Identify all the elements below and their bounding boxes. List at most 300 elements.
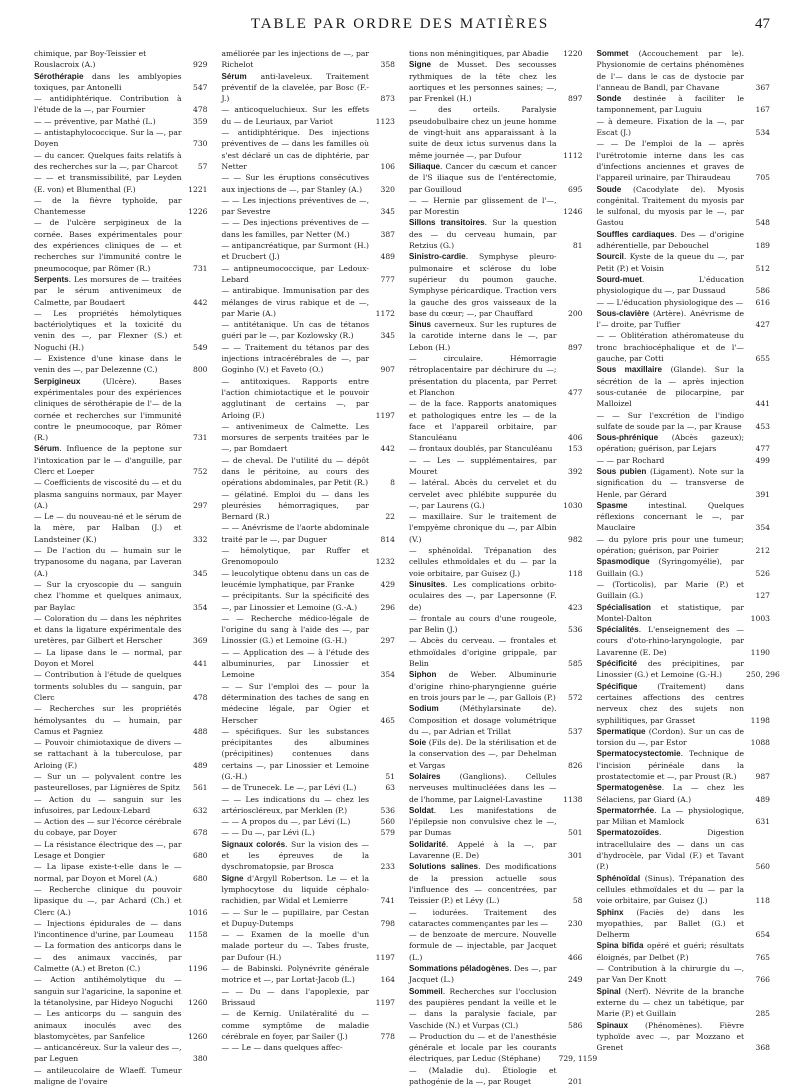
entry-text: — La résistance électrique des —, par Lesage et Dongier — [34, 839, 182, 861]
entry-page-number: 729, 1159 — [558, 1054, 598, 1064]
entry-rest: (Accouchement par le). Physionomie de certains phénomènes de l'— dans le cas de dystocie par l'anneau de Bandl, par Chavane — [596, 49, 744, 92]
index-entry — [409, 737, 583, 771]
entry-page-number: 586 — [755, 286, 770, 296]
entry-page-number: 406 — [568, 433, 583, 443]
entry-text — [409, 963, 559, 986]
entry-heading: Signe — [409, 60, 432, 70]
entry-text — [597, 907, 747, 941]
entry-text: — du pylore pris pour une tumeur; opération; guérison, par Poirier — [596, 534, 744, 556]
index-entry — [597, 681, 771, 726]
entry-text: — à demeure. Fixation de la —, par Escat (J.) — [596, 116, 744, 138]
entry-text — [597, 940, 747, 963]
entry-rest: intestinal. Quelques réflexions concernant le —, par Mauclaire — [596, 500, 744, 533]
entry-text: — — Anévrisme de l'aorte abdominale traité par le —, par Duguer — [221, 523, 369, 544]
column-4 — [596, 48, 780, 1068]
entry-text: — Les propriétés hémolytiques bactériolytiques et la toxicité du venin des —, par Flexner (S.) et Noguchi (H.) — [34, 308, 182, 352]
entry-page-number: 873 — [380, 94, 395, 104]
entry-text: — La lipase dans le — normal, par Doyon et Morel — [34, 647, 182, 669]
entry-heading: Sourd-muet — [596, 274, 642, 284]
entry-page-number: 465 — [380, 715, 395, 725]
entry-text — [409, 579, 559, 613]
entry-rest: . Les morsures de — traitées par le sérum antivenimeux de Calmette, par Boudaert — [34, 274, 182, 307]
entry-text: — — Recherche médico-légale de l'origine du sang à l'aide des —, par Linossier (G.) et Lemoine (G.-H.) — [221, 613, 369, 646]
entry-page-number: 63 — [385, 783, 395, 793]
index-entry — [34, 477, 208, 511]
entry-heading: Siliaque — [409, 161, 441, 171]
entry-text — [222, 839, 372, 873]
entry-page-number: 655 — [755, 354, 770, 364]
entry-text: — Injections épidurales de — dans l'incontinence d'urine, par Loumeau — [34, 918, 182, 940]
index-entry — [34, 974, 208, 1008]
entry-page-number: 1172 — [375, 308, 395, 318]
entry-page-number: 814 — [380, 534, 395, 544]
entry-rest: (Faciès de) dans les myopathies, par Ballet (G.) et Delherm — [596, 907, 744, 940]
entry-heading: Sérothérapie — [34, 71, 84, 81]
index-entry — [597, 297, 771, 308]
index-entry — [222, 217, 396, 240]
entry-rest: . Appelé à la —, par Lavarenne (E. De) — [409, 839, 557, 861]
index-entry — [409, 477, 583, 511]
entry-heading: Sphénoïdal — [596, 873, 641, 883]
entry-text: — — Les indications du — chez les artérioscléreux, par Merklen (P.) — [221, 794, 369, 815]
entry-text: — hémolytique, par Ruffer et Grenomopoulo — [221, 546, 369, 567]
entry-page-number: 907 — [380, 365, 395, 375]
entry-text: — de Kernig. Unilatéralité du — comme symptôme de maladie cérébrale en foyer, par Sailer (J.) — [221, 1009, 369, 1041]
entry-page-number: 354 — [755, 523, 770, 533]
index-entry — [409, 669, 583, 703]
entry-page-number: 586 — [568, 1020, 583, 1030]
index-entry — [222, 1042, 396, 1053]
index-entry — [222, 827, 396, 838]
entry-rest: (Cordon). Sur un cas de torsion du —, par Estor — [596, 726, 744, 748]
entry-rest: . Cancer du cæcum et cancer de l'S iliaque sus de l'entérectomie, par Gouilloud — [409, 161, 557, 194]
index-entry — [597, 534, 771, 557]
entry-page-number: 58 — [572, 896, 583, 906]
entry-page-number: 442 — [193, 297, 208, 307]
entry-text: — antitoxiques. Rapports entre l'action chimiotactique et le pouvoir agglutinant de certains —, par Arloing (F.) — [221, 376, 369, 420]
entry-heading: Solutions salines — [409, 862, 479, 872]
entry-heading: Spermatique — [596, 726, 646, 736]
entry-rest: caverneux. Sur les ruptures de la carotide interne dans le —, par Lebon (H.) — [409, 320, 557, 352]
entry-heading: Sérum — [34, 444, 60, 454]
index-entry — [597, 805, 771, 828]
index-entry — [597, 229, 771, 252]
entry-page-number: 250, 296 — [746, 670, 780, 680]
entry-page-number: 579 — [380, 828, 395, 838]
index-entry — [597, 602, 771, 625]
entry-heading: Siphon — [409, 670, 437, 680]
entry-heading: Sous-phrénique — [596, 433, 659, 443]
index-entry — [34, 150, 208, 173]
entry-page-number: 766 — [755, 975, 770, 985]
entry-page-number: 1197 — [375, 410, 395, 420]
entry-page-number: 982 — [568, 534, 583, 544]
entry-page-number: 585 — [568, 659, 583, 669]
index-entry — [222, 195, 396, 218]
entry-text — [409, 319, 559, 353]
entry-text: — antistaphylococcique. Sur la —, par Doyen — [34, 128, 182, 149]
entry-text: — gélatiné. Emploi du — dans les pleurésies hémorragiques, par Bernard (R.) — [221, 489, 369, 522]
index-entry — [409, 929, 583, 963]
index-entry — [409, 861, 583, 906]
entry-text — [409, 703, 559, 737]
index-entry — [597, 410, 771, 433]
entry-page-number: 489 — [755, 794, 770, 804]
entry-text: — de la fièvre typhoïde, par Chantemesse — [34, 195, 182, 217]
entry-text — [34, 71, 184, 94]
entry-rest: . Recherches sur l'occlusion des paupières pendant la veille et le — dans la paralysie faciale, par Vaschide (N.) et Vurpas (Cl.) — [409, 986, 557, 1030]
entry-text: — Action du — sanguin sur les infusoires, par Ledoux-Lebard — [34, 794, 182, 815]
index-entry — [597, 907, 771, 941]
entry-page-number: 345 — [193, 568, 208, 578]
entry-text — [597, 827, 747, 872]
entry-page-number: 1198 — [750, 715, 770, 725]
index-entry — [409, 104, 583, 160]
index-entry — [409, 1031, 598, 1065]
entry-text — [597, 726, 747, 749]
entry-text — [597, 364, 747, 409]
index-entry — [222, 489, 396, 523]
entry-text: — Recherches sur les propriétés hémolysantes du — humain, par Camus et Pagniez — [34, 704, 182, 736]
entry-rest: (Ulcère). Bases expérimentales pour des expériences cliniques de sérothérapie de l'— de la cornée et recherches sur l'immunité contre le pneumocoque, par Römer (R.) — [34, 376, 182, 443]
entry-page-number: 929 — [193, 60, 208, 70]
entry-text: — — Sur l'emploi des — pour la détermination des taches de sang en médecine légale, par Ogier et Herscher — [221, 681, 369, 725]
entry-page-number: 654 — [755, 930, 770, 940]
entry-text — [409, 737, 559, 771]
entry-page-number: 537 — [568, 726, 583, 736]
entry-text — [597, 873, 747, 907]
index-entry — [597, 624, 771, 658]
entry-heading: Sommet — [596, 49, 629, 58]
entry-heading: Soie — [409, 738, 427, 748]
entry-text: — de la face. Rapports anatomiques et pathologiques entre les — de la face et l'appareil orbitaire, par Stanculéanu — [409, 399, 557, 443]
entry-text: — — Oblitération athéromateuse du tronc brachiocéphalique et de l'— gauche, par Cotti — [596, 331, 744, 364]
index-entry — [409, 48, 583, 59]
index-entry — [597, 782, 771, 805]
entry-text — [409, 161, 559, 195]
entry-page-number: 22 — [385, 512, 395, 522]
index-entry — [222, 929, 396, 963]
entry-heading: Spasme — [596, 500, 628, 510]
entry-page-number: 429 — [380, 579, 395, 589]
entry-page-number: 730 — [193, 139, 208, 149]
entry-text: — — et transmissibilité, par Leyden (E. von) et Blumenthal (F.) — [34, 173, 182, 194]
entry-heading: Sous pubien — [596, 466, 647, 476]
entry-text: — Contribution à la chirurgie du —, par Van Der Knott — [596, 964, 744, 985]
entry-page-number: 423 — [568, 602, 583, 612]
entry-text: — — Les injections préventives de —, par Sevestre — [221, 195, 369, 217]
entry-text — [597, 805, 747, 828]
entry-page-number: 200 — [568, 308, 583, 318]
entry-text — [222, 873, 372, 907]
entry-page-number: 778 — [380, 1031, 395, 1041]
index-entry — [34, 613, 208, 647]
entry-text: — — Hernie par glissement de l'—, par Morestin — [409, 195, 557, 217]
entry-page-number: 477 — [755, 444, 770, 454]
entry-page-number: 127 — [755, 591, 770, 601]
entry-page-number: 297 — [193, 500, 208, 510]
index-entry — [34, 1065, 208, 1087]
entry-page-number: 477 — [568, 387, 583, 397]
entry-page-number: 1088 — [750, 738, 770, 748]
entry-heading: Sérum — [221, 71, 247, 81]
entry-rest: (Sinus). Trépanation des cellules ethmoïdales et du — par la voie orbitaire, par Guisez (J.) — [596, 873, 744, 906]
index-entry — [597, 184, 771, 229]
entry-page-number: 765 — [755, 952, 770, 962]
entry-page-number: 534 — [755, 128, 770, 138]
entry-page-number: 153 — [568, 444, 583, 454]
entry-text — [597, 432, 747, 455]
entry-text: — Abcès du cerveau. — frontales et ethmoïdales d'origine grippale, par Belin — [409, 636, 557, 669]
entry-text — [597, 782, 747, 805]
index-entry — [409, 398, 583, 443]
index-entry — [222, 726, 396, 782]
index-entry — [34, 48, 208, 59]
entry-page-number: 369 — [193, 636, 208, 646]
entry-text — [34, 376, 184, 444]
entry-heading: Sous maxillaire — [596, 365, 663, 375]
entry-text — [597, 466, 747, 500]
entry-rest: . Les complications orbito-oculaires des —, par Lapersonne (F. de) — [409, 579, 557, 612]
index-entry — [222, 104, 396, 127]
index-entry — [34, 127, 208, 150]
entry-rest: . La — chez les Sélaciens, par Giard (A.) — [596, 783, 744, 804]
entry-page-number: 8 — [390, 478, 395, 488]
index-entry — [596, 658, 780, 681]
entry-rest: (Phénomènes). Fièvre typhoïde avec —, par Mozzano et Grenet — [596, 1020, 744, 1053]
index-entry — [222, 794, 396, 817]
index-entry — [409, 59, 583, 104]
index-entry — [409, 161, 583, 195]
index-entry — [222, 986, 396, 1009]
entry-text: — (Maladie du). Étiologie et pathogénie de la —, par Rouget — [409, 1065, 557, 1087]
entry-page-number: 526 — [755, 568, 770, 578]
entry-page-number: 332 — [193, 534, 208, 544]
index-entry — [34, 353, 208, 376]
index-entry — [597, 873, 771, 907]
entry-page-number: 1138 — [563, 794, 583, 804]
entry-rest: (Fils de). De la stérilisation et de la conservation des —, par Dehelman et Vargas — [409, 738, 557, 770]
entry-text: — — Sur l'excrétion de l'indigo sulfate de soude par la —, par Krause — [596, 410, 744, 431]
entry-heading: Sodium — [409, 704, 439, 714]
entry-page-number: 230 — [568, 918, 583, 928]
entry-heading: Sillons transitoires — [409, 218, 485, 228]
entry-text: — Pouvoir chimiotaxique de divers — se rattachant à la tuberculose, par Arloing (F.) — [34, 738, 182, 770]
index-entry — [222, 285, 396, 319]
entry-heading: Sous-clavière — [596, 308, 650, 318]
entry-page-number: 391 — [755, 489, 770, 499]
entry-heading: Sonde — [596, 94, 622, 104]
index-entry — [34, 794, 208, 817]
entry-page-number: 1190 — [750, 647, 770, 657]
index-entry — [34, 940, 208, 974]
index-entry — [34, 274, 208, 308]
entry-heading: Signaux colorés — [221, 839, 286, 849]
entry-text: — Sur un — polyvalent contre les pasteurelloses, par Lignières de Spitz — [34, 772, 182, 793]
entry-text: — De l'action du — humain sur le trypanosome du nagana, par Laveran (A.) — [34, 546, 182, 578]
index-entry — [597, 940, 771, 963]
index-entry — [34, 443, 208, 477]
entry-text — [597, 274, 747, 297]
index-entry — [222, 590, 396, 613]
entry-text: — anticancéreux. Sur la valeur des —, par Leguen — [34, 1043, 182, 1064]
entry-text: — maxillaire. Sur le traitement de l'empyème chronique du —, par Albin (V.) — [409, 512, 557, 544]
index-entry — [34, 669, 208, 703]
entry-page-number: 453 — [755, 421, 770, 431]
entry-page-number: 680 — [193, 873, 208, 883]
index-entry — [34, 816, 208, 839]
entry-text — [597, 602, 747, 625]
index-entry — [34, 195, 208, 218]
entry-text: — — Sur le — pupillaire, par Cestan et Dupuy-Dutemps — [221, 907, 369, 928]
entry-page-number: 354 — [193, 602, 208, 612]
entry-page-number: 548 — [755, 218, 770, 228]
entry-page-number: 320 — [380, 184, 395, 194]
entry-page-number: 118 — [755, 896, 770, 906]
entry-text — [597, 184, 747, 229]
entry-text: — frontaux doublés, par Stanculéanu — [409, 444, 553, 454]
entry-text — [409, 839, 559, 862]
entry-page-number: 118 — [568, 568, 583, 578]
entry-page-number: 741 — [380, 896, 395, 906]
entry-text: — spécifiques. Sur les substances précipitantes des albumines (précipitines) contenues dans certains —, par Linossier et Lemoine (G.-H.) — [221, 726, 369, 781]
entry-page-number: 345 — [380, 207, 395, 217]
entry-heading: Sinus — [409, 320, 432, 330]
entry-text — [597, 48, 747, 93]
entry-text — [409, 805, 559, 839]
entry-page-number: 387 — [380, 229, 395, 239]
entry-rest: des précipitines, par Linossier (G.) et Lemoine (G.-H.) — [596, 659, 744, 680]
entry-text: — latéral. Abcès du cervelet et du cervelet avec phlébite suppurée du —, par Laurens (G.) — [409, 478, 557, 510]
entry-text — [409, 669, 559, 703]
entry-text: — circulaire. Hémorragie rétroplacentaire par déchirure du —; présentation du placenta, par Perret et Planchon — [409, 354, 557, 397]
entry-heading: Signe — [221, 873, 244, 883]
entry-text — [597, 748, 747, 782]
index-entry — [597, 466, 771, 500]
entry-rest: d'Argyll Robertson. Le — et la lymphocytose du liquide céphalo-rachidien, par Widal et Lemierre — [221, 873, 369, 906]
entry-text: — anticoqueluchieux. Sur les effets du — de Leuriaux, par Variot — [221, 105, 369, 126]
entry-page-number: 489 — [193, 760, 208, 770]
entry-heading: Spermatogenèse — [596, 783, 662, 793]
entry-heading: Solidarité — [409, 839, 446, 849]
entry-page-number: 368 — [755, 1043, 770, 1053]
entry-page-number: 512 — [755, 263, 770, 273]
index-entry — [409, 1065, 583, 1087]
entry-text: — antirabique. Immunisation par des mélanges de virus rabique et de —, par Marie (A.) — [221, 286, 369, 318]
entry-rest: anti-laveleux. Traitement préventif de la clavelée, par Bosc (F.-J.) — [221, 71, 369, 104]
index-entry — [409, 986, 583, 1031]
entry-page-number: 106 — [380, 161, 395, 171]
entry-page-number: 442 — [380, 444, 395, 454]
entry-page-number: 897 — [568, 342, 583, 352]
entry-page-number: 1196 — [188, 964, 208, 974]
entry-text: — — Application des — à l'étude des albuminuries, par Linossier et Lemoine — [221, 647, 369, 680]
entry-heading: Spermatozoïdes — [596, 828, 660, 838]
index-entry — [222, 681, 396, 726]
entry-text: — Les anticorps du — sanguin des animaux inoculés avec des blastomycètes, par Sanfelice — [34, 1009, 182, 1041]
entry-page-number: 441 — [193, 659, 208, 669]
entry-text: — des orteils. Paralysie pseudobulbaire chez un jeune homme de vingt-huit ans apparaissant à la suite de deux ictus survenus dans la même journée —, par Dufour — [409, 105, 557, 160]
entry-page-number: 798 — [380, 918, 395, 928]
entry-page-number: 367 — [755, 82, 770, 92]
index-entry — [409, 319, 583, 353]
entry-text: Rouslacroix (A.) — [34, 60, 96, 70]
page-number: 47 — [755, 16, 770, 32]
entry-page-number: 1260 — [188, 997, 208, 1007]
entry-text: — La lipase existe-t-elle dans le — normal, par Doyon et Morel (A.) — [34, 862, 182, 883]
entry-rest: de Weber. Albuminurie d'origine rhino-pharyngienne guérie en trois jours par le —, par Gallois (P.) — [409, 670, 557, 702]
index-entry — [34, 59, 208, 70]
entry-page-number: 777 — [380, 274, 395, 284]
entry-heading: Sinusites — [409, 579, 445, 589]
entry-text — [597, 986, 747, 1020]
entry-rest: de Musset. Des secousses rythmiques de la tête chez les aortiques et les personnes saines; —, par Frenkel (H.) — [409, 60, 557, 104]
entry-rest: . Kyste de la queue du —, par Petit (P.) et Voisin — [596, 252, 744, 273]
entry-heading: Spécialisation — [596, 602, 651, 612]
entry-text: — — par Rochard — [596, 455, 665, 465]
entry-text: — de benzoate de mercure. Nouvelle formule de — injectable, par Jacquet (L.) — [409, 930, 557, 962]
index-entry — [34, 71, 208, 94]
entry-page-number: 678 — [193, 828, 208, 838]
index-entry — [409, 963, 583, 986]
index-entry — [222, 647, 396, 681]
entry-rest: . Des — d'origine adhérentielle, par Debouchel — [596, 229, 745, 251]
entry-heading: Spinal — [596, 986, 621, 996]
index-entry — [34, 771, 208, 794]
index-entry — [597, 330, 771, 364]
entry-text: — du cancer. Quelques faits relatifs à des recherches sur la —, par Charcot — [34, 150, 182, 171]
entry-text: — Action des — sur l'écorce cérébrale du cobaye, par Doyer — [34, 817, 182, 838]
index-entry — [597, 500, 771, 534]
index-entry — [409, 771, 583, 805]
entry-text: — de Trunecek. Le —, par Lévi (L.) — [221, 783, 357, 793]
entry-rest: (Glande). Sur la sécrétion de la — après injection sous-cutanée de pilocarpine, par Malloizel — [596, 365, 744, 409]
index-entry — [409, 545, 583, 579]
entry-page-number: 489 — [380, 252, 395, 262]
entry-rest: . Des —, par Jacquet (L.) — [409, 964, 557, 985]
entry-heading: Soude — [596, 184, 622, 194]
entry-heading: Spina bifida — [596, 941, 644, 951]
entry-text: — Sur la cryoscopie du — sanguin chez l'homme et quelques animaux, par Baylac — [34, 579, 182, 612]
entry-text: — leucolytique obtenu dans un cas de leucémie lymphatique, par Franke — [221, 568, 369, 589]
entry-rest: (Cacodylate de). Myosis congénital. Traitement du myosis par le sulfonal, du myosis par le —, par Gastou — [596, 184, 744, 228]
index-entry — [34, 172, 208, 195]
entry-heading: Sommations péladogènes — [409, 964, 510, 974]
index-entry — [222, 1008, 396, 1042]
entry-rest: . Sur la question des — du cerveau humain, par Retzius (G.) — [409, 218, 557, 251]
index-entry — [409, 635, 583, 669]
index-entry — [222, 172, 396, 195]
column-1 — [34, 48, 208, 1087]
index-entry — [597, 827, 771, 872]
index-entry — [34, 308, 208, 353]
entry-rest: (Ganglions). Cellules nerveuses multinucléées dans les — de l'homme, par Laignel-Lavastine — [409, 772, 557, 804]
index-entry — [597, 116, 771, 139]
index-entry — [34, 93, 208, 116]
entry-text: — de l'ulcère serpigineux de la cornée. Bases expérimentales pour des expériences cliniques de — et recherches sur l'immunité contre le pneumocoque, par Römer (R.) — [34, 218, 182, 273]
entry-text: — — préventive, par Mathé (L.) — [34, 116, 156, 126]
entry-heading: Sourcil — [596, 252, 624, 262]
entry-rest: (Traitement) dans certaines affections des centres nerveux chez des sujets non syphilitiques, par Grasset — [596, 681, 744, 725]
index-entry — [222, 907, 396, 930]
index-entry — [597, 986, 771, 1020]
index-entry — [597, 748, 771, 782]
index-entry — [597, 274, 771, 297]
entry-text — [222, 71, 372, 105]
entry-text: — antidiphtérique. Contribution à l'étude de la —, par Fournier — [34, 94, 182, 115]
entry-page-number: 897 — [568, 94, 583, 104]
index-entry — [597, 579, 771, 602]
